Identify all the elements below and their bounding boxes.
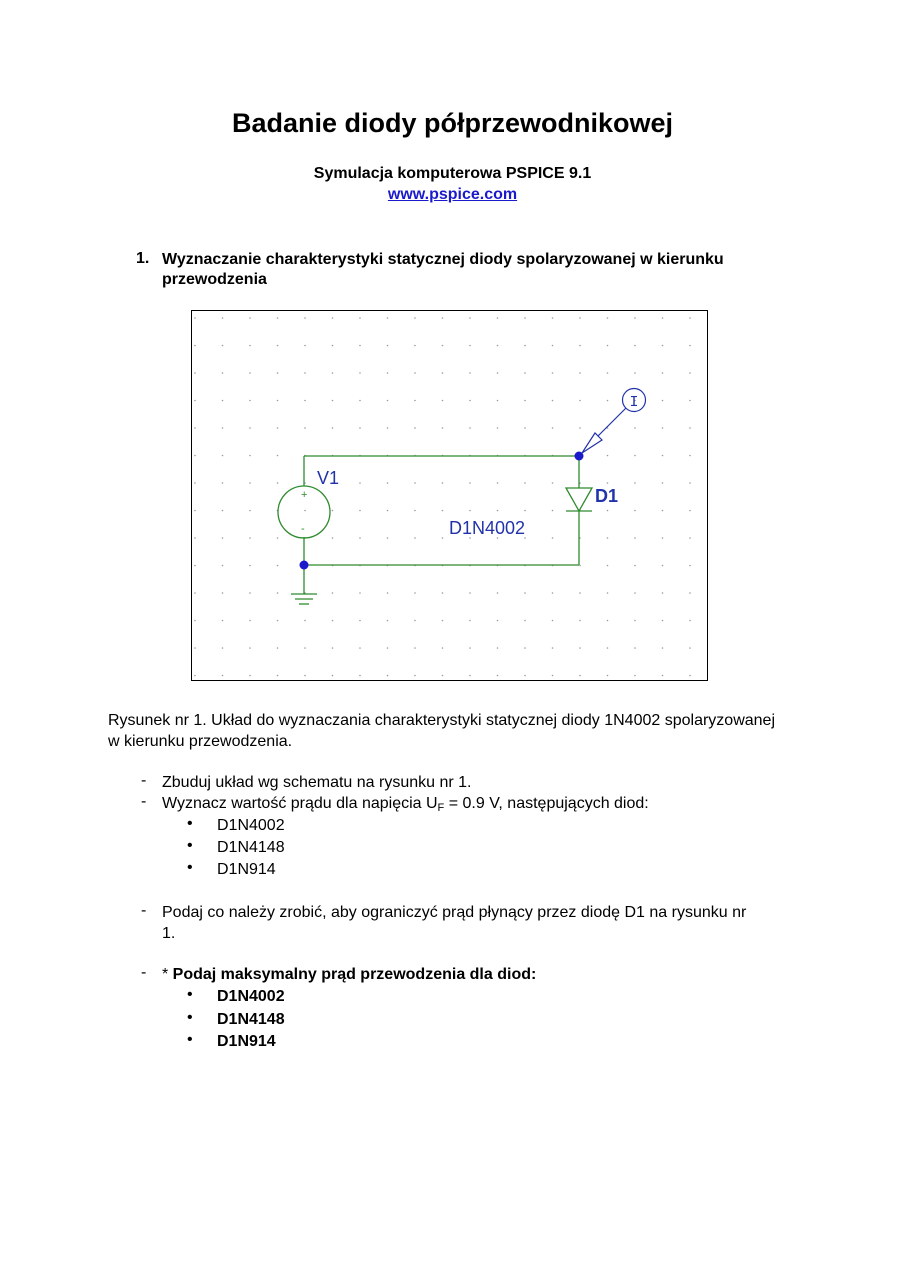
grid-dot <box>249 675 251 677</box>
grid-dot <box>689 675 691 677</box>
grid-dot <box>662 565 664 567</box>
grid-dot <box>414 675 416 677</box>
grid-dot <box>689 372 691 374</box>
grid-dot <box>634 482 636 484</box>
grid-dot <box>194 537 196 539</box>
grid-dot <box>634 455 636 457</box>
grid-dot <box>524 675 526 677</box>
grid-dot <box>222 317 224 319</box>
grid-dot <box>524 592 526 594</box>
task-dash: - <box>141 902 147 919</box>
grid-dot <box>277 647 279 649</box>
grid-dot <box>469 620 471 622</box>
grid-dot <box>442 647 444 649</box>
grid-dot <box>469 400 471 402</box>
grid-dot <box>387 345 389 347</box>
grid-dot <box>277 345 279 347</box>
grid-dot <box>359 400 361 402</box>
grid-dot <box>497 510 499 512</box>
grid-dot <box>222 565 224 567</box>
grid-dot <box>277 427 279 429</box>
node-bottom-left <box>300 561 309 570</box>
grid-dot <box>304 372 306 374</box>
grid-dot <box>579 427 581 429</box>
bullet: • <box>187 815 193 832</box>
grid-dot <box>497 372 499 374</box>
section-heading: Wyznaczanie charakterystyki statycznej diody spolaryzowanej w kierunku przewodzenia <box>162 251 724 288</box>
grid-dot <box>497 620 499 622</box>
grid-dot <box>607 372 609 374</box>
grid-dot <box>304 345 306 347</box>
grid-dot <box>304 620 306 622</box>
grid-dot <box>689 620 691 622</box>
grid-dot <box>249 400 251 402</box>
grid-dot <box>332 592 334 594</box>
grid-dot <box>249 565 251 567</box>
grid-dot <box>194 345 196 347</box>
grid-dot <box>332 372 334 374</box>
grid-dot <box>249 317 251 319</box>
grid-dot <box>222 592 224 594</box>
grid-dot <box>607 482 609 484</box>
grid-dot <box>194 565 196 567</box>
grid-dot <box>414 427 416 429</box>
grid-dot <box>689 647 691 649</box>
diode-label: D1 <box>595 486 619 506</box>
grid-dot <box>607 317 609 319</box>
task-prefix: * <box>162 966 173 983</box>
website-link-wrapper <box>0 186 905 204</box>
grid-dot <box>524 510 526 512</box>
grid-dot <box>249 592 251 594</box>
grid-dot <box>689 317 691 319</box>
grid-dot <box>359 345 361 347</box>
grid-dot <box>524 400 526 402</box>
grid-dot <box>552 537 554 539</box>
grid-dot <box>579 647 581 649</box>
node-top-right <box>575 452 584 461</box>
grid-dot <box>194 510 196 512</box>
grid-dot <box>414 620 416 622</box>
grid-dot <box>579 400 581 402</box>
grid-dot <box>634 372 636 374</box>
grid-dot <box>249 372 251 374</box>
grid-dot <box>222 675 224 677</box>
grid-dot <box>497 675 499 677</box>
grid-dot <box>689 537 691 539</box>
grid-dot <box>194 675 196 677</box>
grid-dot <box>469 427 471 429</box>
grid-dot <box>414 537 416 539</box>
task-text <box>162 964 782 985</box>
grid-dot <box>524 647 526 649</box>
grid-dot <box>387 537 389 539</box>
grid-dot <box>662 455 664 457</box>
grid-dot <box>497 592 499 594</box>
grid-dot <box>194 317 196 319</box>
grid-dot <box>634 345 636 347</box>
grid-dot <box>469 647 471 649</box>
grid-dot <box>469 675 471 677</box>
grid-dot <box>579 592 581 594</box>
task-text: Zbuduj układ wg schematu na rysunku nr 1. <box>162 774 472 791</box>
schematic-frame <box>192 311 708 681</box>
grid-dot <box>359 317 361 319</box>
grid-dot <box>194 620 196 622</box>
grid-dot <box>442 427 444 429</box>
grid-dot <box>689 345 691 347</box>
grid-dot <box>442 400 444 402</box>
grid-dot <box>497 427 499 429</box>
task-bold-text: Podaj maksymalny prąd przewodzenia dla diod: <box>172 966 537 983</box>
grid-dot <box>442 372 444 374</box>
grid-dot <box>552 620 554 622</box>
grid-dot <box>524 345 526 347</box>
grid-dot <box>222 647 224 649</box>
grid-dot <box>414 647 416 649</box>
grid-dot <box>689 565 691 567</box>
grid-dot <box>359 482 361 484</box>
task-dash: - <box>141 964 147 981</box>
grid-dot <box>249 427 251 429</box>
grid-dot <box>607 510 609 512</box>
grid-dot <box>249 345 251 347</box>
grid-dot <box>689 400 691 402</box>
grid-dot <box>469 372 471 374</box>
grid-dot <box>332 400 334 402</box>
grid-dot <box>524 427 526 429</box>
grid-dot <box>222 537 224 539</box>
grid-dot <box>304 675 306 677</box>
grid-dot <box>442 317 444 319</box>
grid-dot <box>277 592 279 594</box>
grid-dot <box>387 675 389 677</box>
circuit-schematic <box>191 310 708 681</box>
grid-dot <box>194 592 196 594</box>
bullet: • <box>187 837 193 854</box>
grid-dot <box>634 592 636 594</box>
grid-dot <box>194 400 196 402</box>
grid-dot <box>222 455 224 457</box>
grid-dot <box>552 345 554 347</box>
grid-dot <box>579 620 581 622</box>
grid-dot <box>304 647 306 649</box>
grid-dot <box>332 510 334 512</box>
grid-dot <box>662 675 664 677</box>
grid-dot <box>442 482 444 484</box>
grid-dot <box>304 317 306 319</box>
grid-dot <box>249 455 251 457</box>
grid-dot <box>387 317 389 319</box>
grid-dot <box>689 482 691 484</box>
grid-dot <box>387 620 389 622</box>
grid-dot <box>579 675 581 677</box>
grid-dot <box>442 620 444 622</box>
grid-dot <box>607 400 609 402</box>
grid-dot <box>552 317 554 319</box>
grid-dot <box>469 592 471 594</box>
grid-dot <box>497 400 499 402</box>
task-text: Podaj co należy zrobić, aby ograniczyć prąd płynący przez diodę D1 na rysunku nr 1. <box>162 904 747 942</box>
grid-dot <box>552 592 554 594</box>
grid-dot <box>552 647 554 649</box>
grid-dot <box>469 345 471 347</box>
grid-dot <box>607 345 609 347</box>
grid-dot <box>662 427 664 429</box>
grid-dot <box>277 317 279 319</box>
grid-dot <box>277 565 279 567</box>
grid-dot <box>634 317 636 319</box>
grid-dot <box>277 675 279 677</box>
grid-dot <box>552 427 554 429</box>
grid-dot <box>332 427 334 429</box>
grid-dot <box>662 592 664 594</box>
grid-dot <box>634 565 636 567</box>
grid-dot <box>524 372 526 374</box>
grid-dot <box>469 482 471 484</box>
subtitle: Symulacja komputerowa PSPICE 9.1 <box>313 165 592 182</box>
diode-model-label: D1N4002 <box>449 518 526 538</box>
grid-dot <box>607 620 609 622</box>
grid-dot <box>304 427 306 429</box>
grid-dot <box>607 647 609 649</box>
grid-dot <box>222 372 224 374</box>
grid-dot <box>442 345 444 347</box>
grid-dot <box>662 510 664 512</box>
grid-dot <box>332 647 334 649</box>
grid-dot <box>634 427 636 429</box>
grid-dot <box>387 482 389 484</box>
grid-dot <box>359 372 361 374</box>
document-title: Badanie diody półprzewodnikowej <box>231 108 674 138</box>
grid-dot <box>194 455 196 457</box>
grid-dot <box>689 455 691 457</box>
grid-dot <box>552 400 554 402</box>
grid-dot <box>414 400 416 402</box>
grid-dot <box>414 482 416 484</box>
grid-dot <box>387 510 389 512</box>
grid-dot <box>414 592 416 594</box>
grid-dot <box>662 482 664 484</box>
grid-dot <box>359 620 361 622</box>
task-dash: - <box>141 772 147 789</box>
grid-dot <box>662 647 664 649</box>
grid-dot <box>497 647 499 649</box>
grid-dot <box>387 400 389 402</box>
grid-dot <box>497 317 499 319</box>
grid-dot <box>194 647 196 649</box>
list-item: D1N4002 <box>217 817 285 834</box>
grid-dot <box>662 345 664 347</box>
grid-dot <box>332 675 334 677</box>
grid-dot <box>607 537 609 539</box>
grid-dot <box>524 317 526 319</box>
grid-dot <box>579 317 581 319</box>
grid-dot <box>442 592 444 594</box>
grid-dot <box>689 592 691 594</box>
grid-dot <box>662 537 664 539</box>
grid-dot <box>387 427 389 429</box>
grid-dot <box>634 537 636 539</box>
grid-dot <box>662 372 664 374</box>
grid-dot <box>359 675 361 677</box>
grid-dot <box>277 482 279 484</box>
grid-dot <box>222 482 224 484</box>
grid-dot <box>387 647 389 649</box>
grid-dot <box>442 675 444 677</box>
grid-dot <box>359 647 361 649</box>
grid-dot <box>359 537 361 539</box>
grid-dot <box>414 510 416 512</box>
grid-dot <box>662 400 664 402</box>
grid-dot <box>249 647 251 649</box>
grid-dot <box>332 537 334 539</box>
task-text-before: Wyznacz wartość prądu dla napięcia U <box>162 795 438 812</box>
grid-dot <box>249 620 251 622</box>
source-minus: - <box>301 523 305 535</box>
grid-dot <box>304 510 306 512</box>
task-text-after: = 0.9 V, następujących diod: <box>444 795 649 812</box>
list-item: D1N914 <box>217 1033 276 1050</box>
grid-dot <box>497 482 499 484</box>
grid-dot <box>222 510 224 512</box>
bullet: • <box>187 1009 193 1026</box>
grid-dot <box>359 592 361 594</box>
list-item: D1N914 <box>217 861 276 878</box>
grid-dot <box>634 675 636 677</box>
grid-dot <box>194 427 196 429</box>
grid-dot <box>277 537 279 539</box>
grid-dot <box>689 427 691 429</box>
section-number: 1. <box>136 250 150 267</box>
grid-dot <box>607 565 609 567</box>
source-plus: + <box>301 489 308 501</box>
grid-dot <box>277 455 279 457</box>
grid-dot <box>249 482 251 484</box>
grid-dot <box>277 400 279 402</box>
grid-dot <box>414 345 416 347</box>
grid-dot <box>552 510 554 512</box>
grid-dot <box>607 675 609 677</box>
grid-dot <box>662 620 664 622</box>
grid-dot <box>332 345 334 347</box>
grid-dot <box>662 317 664 319</box>
grid-dot <box>524 620 526 622</box>
grid-dot <box>249 537 251 539</box>
grid-dot <box>359 510 361 512</box>
grid-dot <box>359 427 361 429</box>
bullet: • <box>187 1031 193 1048</box>
grid-dot <box>414 317 416 319</box>
grid-dot <box>524 482 526 484</box>
grid-dot <box>607 592 609 594</box>
figure-caption: Rysunek nr 1. Układ do wyznaczania charakterystyki statycznej diody 1N4002 spolaryzowanej w kierunku przewodzenia. <box>108 712 775 750</box>
grid-dot <box>579 372 581 374</box>
task-dash: - <box>141 793 147 810</box>
grid-dot <box>469 510 471 512</box>
grid-dot <box>634 510 636 512</box>
grid-dot <box>607 455 609 457</box>
grid-dot <box>222 620 224 622</box>
grid-dot <box>332 620 334 622</box>
grid-dot <box>194 482 196 484</box>
grid-dot <box>579 345 581 347</box>
grid-dot <box>469 317 471 319</box>
grid-dot <box>387 372 389 374</box>
bullet: • <box>187 986 193 1003</box>
task-subscript: F <box>437 802 445 814</box>
grid-dot <box>414 372 416 374</box>
grid-dot <box>497 345 499 347</box>
grid-dot <box>194 372 196 374</box>
grid-dot <box>222 427 224 429</box>
grid-dot <box>277 620 279 622</box>
grid-dot <box>222 400 224 402</box>
list-item: D1N4002 <box>217 988 285 1005</box>
grid-dot <box>552 675 554 677</box>
list-item: D1N4148 <box>217 1011 285 1028</box>
list-item: D1N4148 <box>217 839 285 856</box>
grid-dot <box>689 510 691 512</box>
grid-dot <box>277 372 279 374</box>
grid-dot <box>442 537 444 539</box>
grid-dot <box>552 482 554 484</box>
grid-dot <box>332 317 334 319</box>
grid-dot <box>552 372 554 374</box>
source-label: V1 <box>317 468 340 488</box>
website-link[interactable]: www.pspice.com <box>387 186 518 203</box>
grid-dot <box>304 400 306 402</box>
grid-dot <box>442 510 444 512</box>
grid-dot <box>222 345 224 347</box>
grid-dot <box>387 592 389 594</box>
grid-dot <box>634 647 636 649</box>
grid-dot <box>249 510 251 512</box>
grid-dot <box>634 620 636 622</box>
probe-label: I <box>629 394 639 411</box>
bullet: • <box>187 859 193 876</box>
